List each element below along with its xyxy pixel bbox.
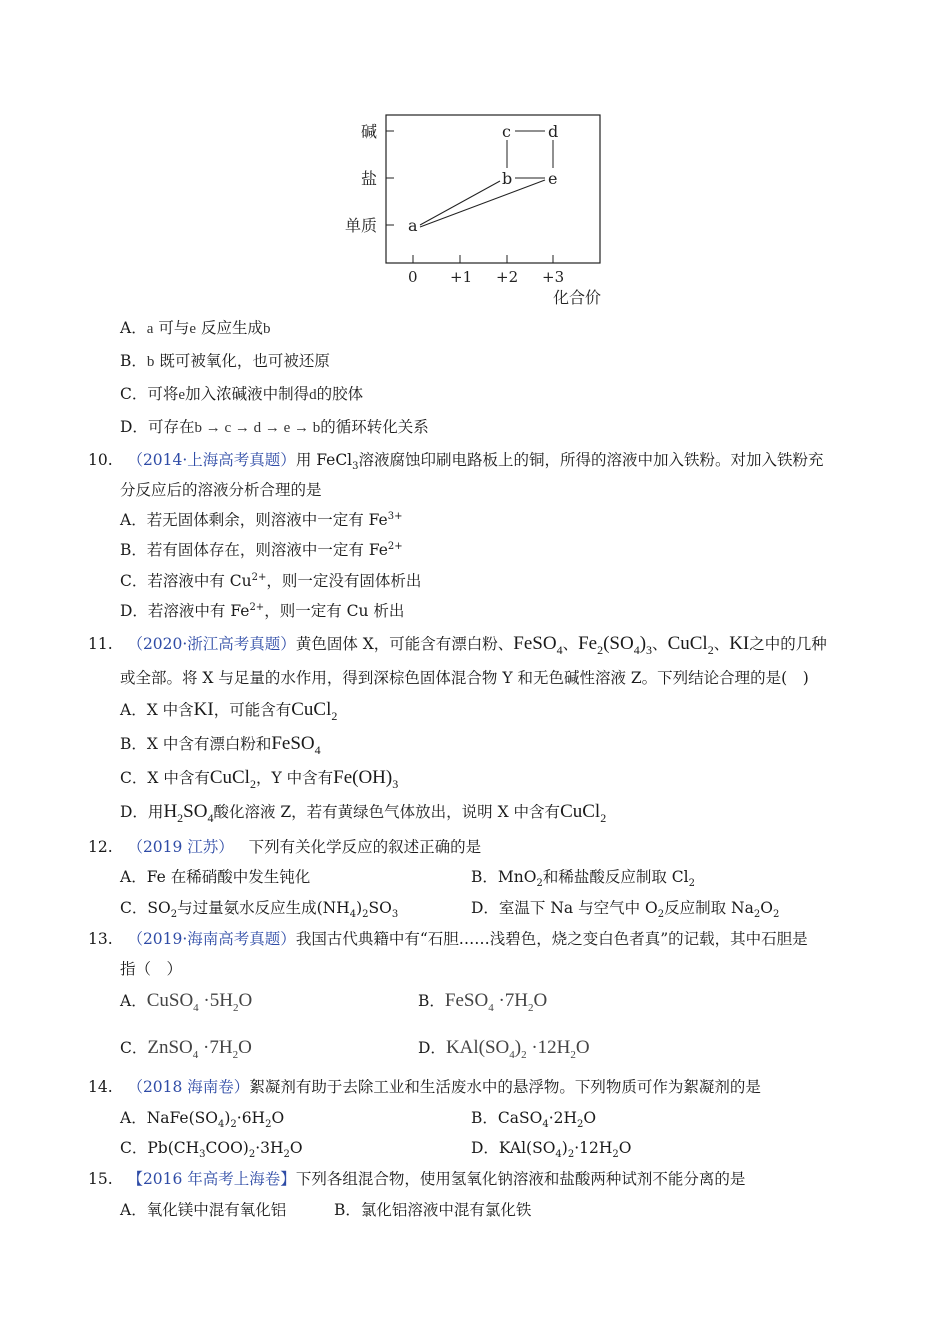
question-source: 【2016 年高考上海卷】 [127, 1170, 296, 1188]
q13-stem-line2: 指（ ） [120, 960, 183, 978]
option-text: 反应制取 Na [664, 899, 754, 917]
option-text: D．用 [120, 803, 164, 821]
edge-a-e [420, 180, 545, 227]
question-source: （2018 海南卷） [127, 1078, 250, 1096]
x-tick-0: 0 [408, 268, 418, 286]
stem-text: 之中的几种 [749, 635, 827, 653]
option-text: A．NaFe(SO [120, 1109, 218, 1127]
option-text: A．若无固体剩余，则溶液中一定有 Fe [120, 511, 388, 529]
option-text: D．KAl(SO [471, 1139, 556, 1157]
question-number: 14. [88, 1078, 113, 1096]
q13-option-a: A．CuSO$_4$ $\cdot 5H_2O$ [120, 990, 253, 1014]
option-text: ，则一定没有固体析出 [266, 572, 422, 590]
stem-text: 下列有关化学反应的叙述正确的是 [248, 838, 482, 856]
valence-category-diagram [0, 0, 950, 320]
q12-option-a: A．Fe 在稀硝酸中发生钝化 [120, 868, 311, 886]
q11-stem: 11. （2020·浙江高考真题）黄色固体 X，可能含有漂白粉、FeSO$_4$、$Fe_2(SO_4)_3$、CuCl$_2$、KI之中的几种 [88, 633, 827, 657]
option-text: B．X 中含有漂白粉和 [120, 735, 272, 753]
option-text: ，则一定有 Cu 析出 [264, 602, 405, 620]
question-source: （2019 江苏） [127, 838, 234, 856]
question-number: 15. [88, 1170, 113, 1188]
stem-text: 下列各组混合物，使用氢氧化钠溶液和盐酸两种试剂不能分离的是 [295, 1170, 746, 1188]
stem-text: 用 FeCl [295, 451, 353, 469]
point-label: e [178, 387, 186, 403]
option-text: 和稀盐酸反应制取 Cl [542, 868, 689, 886]
option-letter: B． [418, 992, 445, 1010]
y-label-base: 碱 [361, 122, 378, 141]
diagram-frame [386, 115, 600, 263]
option-text: ) [356, 899, 363, 917]
q11-option-c: C．X 中含有CuCl$_2$，Y 中含有$Fe(OH)_3$ [120, 767, 399, 791]
option-letter: B． [120, 352, 147, 370]
question-number: 12. [88, 838, 113, 856]
q13-option-c: C．ZnSO$_4$ $\cdot 7H_2O$ [120, 1037, 252, 1061]
q9-option-c [120, 384, 363, 405]
question-number: 11. [88, 635, 113, 653]
option-letter: D． [418, 1039, 446, 1057]
point-label: a [146, 321, 154, 337]
q14-option-c: C．$Pb(CH_3COO)_2\cdot 3H_2O$ [120, 1139, 303, 1161]
option-text: 既可被氧化，也可被还原 [159, 352, 330, 370]
q10-stem: 10. （2014·上海高考真题）用 FeCl$_3$溶液腐蚀印刷电路板上的铜，所得的溶液中加入铁粉。对加入铁粉充 [88, 451, 824, 473]
stem-text: 我国古代典籍中有“石胆……浅碧色，烧之变白色者真”的记载，其中石胆是 [295, 930, 808, 948]
option-text: 的循环转化关系 [320, 418, 429, 436]
point-a: a [408, 216, 418, 235]
q15-stem [88, 1169, 745, 1189]
option-text: B．CaSO [471, 1109, 543, 1127]
option-letter: D． [120, 418, 148, 436]
charge: 3+ [387, 510, 403, 522]
option-letter: A． [120, 992, 147, 1010]
stem-text: 絮凝剂有助于去除工业和生活废水中的悬浮物。下列物质可作为絮凝剂的是 [249, 1078, 761, 1096]
q10-option-b [120, 540, 403, 560]
question-number: 13. [88, 930, 113, 948]
x-tick-3: +3 [542, 268, 565, 286]
q12-option-b: B．MnO$_2$和稀盐酸反应制取 $Cl_2$ [471, 868, 695, 890]
question-number: 10. [88, 451, 113, 469]
option-text: C．X 中含有 [120, 769, 210, 787]
q13-stem [88, 929, 808, 949]
cycle-chain: b → c → d → e → b [194, 420, 321, 436]
stem-text: 黄色固体 X，可能含有漂白粉、 [295, 635, 514, 653]
option-text: 的胶体 [316, 385, 364, 403]
point-c: c [502, 122, 511, 141]
q9-option-b [120, 351, 330, 372]
q9-option-a [120, 318, 270, 339]
q11-option-d: D．用$H_2SO_4$酸化溶液 Z，若有黄绿色气体放出，说明 X 中含有CuCl$_2$ [120, 801, 607, 825]
q11-option-b: B．X 中含有漂白粉和FeSO$_4$ [120, 733, 321, 757]
x-axis-title: 化合价 [553, 288, 602, 307]
option-text: 反应生成 [200, 319, 263, 337]
option-text: C．SO [120, 899, 171, 917]
option-text: D．室温下 Na 与空气中 O [471, 899, 658, 917]
point-d: d [548, 122, 559, 141]
option-text: A．X 中含 [120, 701, 194, 719]
q13-option-b: B．FeSO$_4$ $\cdot 7H_2O$ [418, 990, 548, 1014]
y-label-element: 单质 [345, 216, 378, 235]
option-text: 可存在 [147, 418, 195, 436]
point-label: b [146, 354, 155, 370]
option-letter: A． [120, 319, 147, 337]
q14-option-a: A．$NaFe(SO_4)_2\cdot 6H_2O$ [120, 1109, 285, 1131]
option-text: 可与 [158, 319, 190, 337]
q14-option-d: D．$KAl(SO_4)_2\cdot 12H_2O$ [471, 1139, 632, 1161]
option-text: B．MnO [471, 868, 537, 886]
q10-option-c [120, 571, 421, 591]
option-text: C．Pb(CH [120, 1139, 200, 1157]
q12-stem [88, 837, 481, 857]
q9-option-d [120, 417, 429, 438]
option-text: 与过量氨水反应生成(NH [177, 899, 350, 917]
q10-stem-line2: 分反应后的溶液分析合理的是 [120, 481, 322, 499]
charge: 2+ [387, 540, 403, 552]
point-b: b [502, 169, 513, 188]
q15-option-b: B．氯化铝溶液中混有氯化铁 [334, 1201, 532, 1219]
option-text: ，可能含有 [213, 701, 292, 719]
question-source: （2020·浙江高考真题） [127, 635, 296, 653]
point-label: b [262, 321, 271, 337]
option-text: 可将 [147, 385, 179, 403]
point-e: e [548, 169, 558, 188]
q13-option-d: D．$KAl(SO_4)_2 \cdot 12H_2O$ [418, 1037, 590, 1061]
q12-option-d: D．室温下 Na 与空气中 $O_2$反应制取 $Na_2O_2$ [471, 899, 780, 921]
charge: 2+ [251, 571, 267, 583]
option-text: ，Y 中含有 [255, 769, 334, 787]
stem-text: 溶液腐蚀印刷电路板上的铜，所得的溶液中加入铁粉。对加入铁粉充 [358, 451, 824, 469]
x-tick-1: +1 [450, 268, 473, 286]
option-text: D．若溶液中有 Fe [120, 602, 250, 620]
point-label: d [309, 387, 317, 403]
edge-a-b [420, 181, 500, 225]
q11-option-a: A．X 中含KI，可能含有CuCl$_2$ [120, 699, 338, 723]
y-label-salt: 盐 [361, 169, 378, 188]
q14-option-b: B．$CaSO_4\cdot 2H_2O$ [471, 1109, 597, 1131]
option-text: SO [368, 899, 392, 917]
q10-option-a [120, 510, 402, 530]
option-text: 加入浓碱液中制得 [185, 385, 310, 403]
q12-option-c: C．$SO_2$与过量氨水反应生成$(NH_4)_2SO_3$ [120, 899, 399, 921]
option-letter: C． [120, 385, 148, 403]
charge: 2+ [249, 601, 265, 613]
q14-stem [88, 1077, 761, 1097]
option-text: B．若有固体存在，则溶液中一定有 Fe [120, 541, 388, 559]
question-source: （2019·海南高考真题） [127, 930, 296, 948]
point-label: e [189, 321, 196, 337]
option-text: C．若溶液中有 Cu [120, 572, 252, 590]
x-tick-2: +2 [496, 268, 519, 286]
option-letter: C． [120, 1039, 148, 1057]
question-source: （2014·上海高考真题） [127, 451, 296, 469]
q11-stem-line2: 或全部。将 X 与足量的水作用，得到深棕色固体混合物 Y 和无色碱性溶液 Z。下列结论合理的是( ) [120, 669, 809, 687]
option-text: O [760, 899, 773, 917]
option-text: 酸化溶液 Z，若有黄绿色气体放出，说明 X 中含有 [213, 803, 561, 821]
q10-option-d [120, 601, 404, 621]
q15-option-a: A．氧化镁中混有氧化铝 [120, 1201, 287, 1219]
